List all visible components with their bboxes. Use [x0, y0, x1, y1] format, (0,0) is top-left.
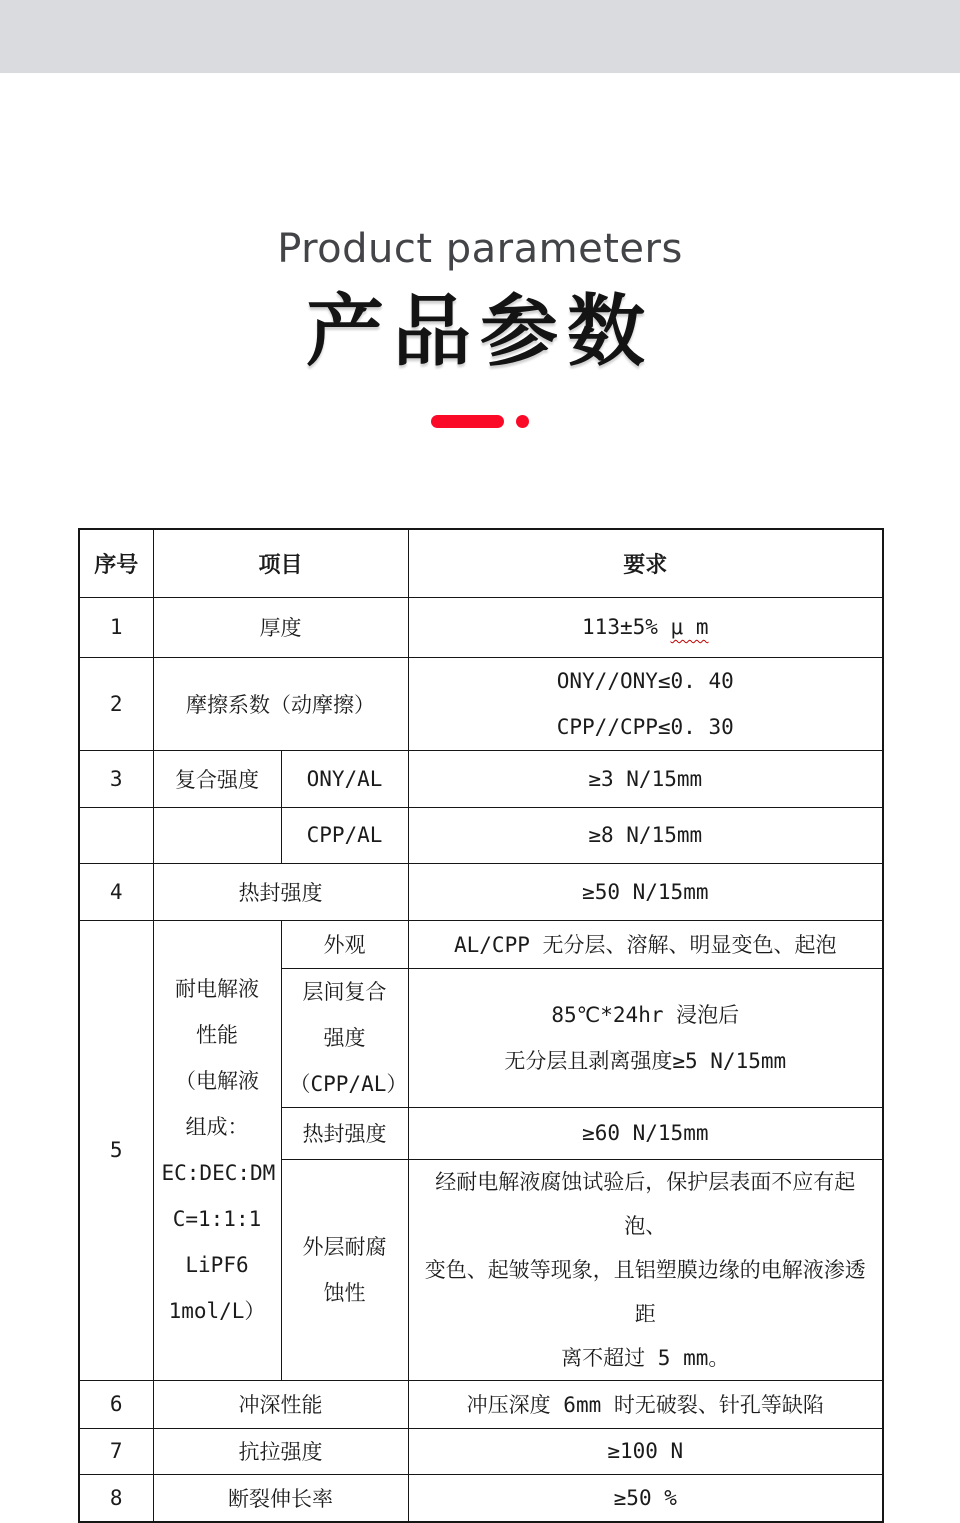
cell-req [408, 968, 883, 1107]
cell-item: 热封强度 [153, 863, 408, 920]
cell-item: 厚度 [153, 597, 408, 657]
cell-subitem: ONY/AL [281, 750, 408, 807]
cell-no: 6 [79, 1380, 153, 1428]
cell-req: ≥50 N/15mm [408, 863, 883, 920]
item-line: （电解液 [175, 1069, 259, 1093]
req-line: 离不超过 5 mm。 [561, 1345, 730, 1370]
cell-item: 断裂伸长率 [153, 1474, 408, 1522]
subitem-line: 层间复合 [302, 979, 387, 1004]
cell-req [408, 1159, 883, 1380]
req-line: 85℃*24hr 浸泡后 [551, 1002, 740, 1027]
cell-req [408, 597, 883, 657]
table-row-thickness [79, 597, 883, 657]
cell-no [79, 807, 153, 863]
column-header-no: 序号 [79, 529, 153, 597]
table-row-lamination-ony [79, 750, 883, 807]
cell-req: ≥8 N/15mm [408, 807, 883, 863]
cell-item: 复合强度 [153, 750, 281, 807]
cell-no: 8 [79, 1474, 153, 1522]
cell-req: ≥100 N [408, 1428, 883, 1474]
subitem-line: 蚀性 [323, 1280, 366, 1305]
item-line: 组成： [185, 1115, 249, 1139]
table-row-electrolyte-appearance [79, 920, 883, 968]
cell-req: ≥3 N/15mm [408, 750, 883, 807]
item-line: 耐电解液 [175, 977, 259, 1001]
subitem-line: （CPP/AL） [289, 1071, 408, 1096]
req-value: 113±5% [582, 615, 671, 639]
cell-no: 4 [79, 863, 153, 920]
cell-item [153, 807, 281, 863]
table-row-tensile [79, 1428, 883, 1474]
cell-subitem: 外观 [281, 920, 408, 968]
req-line: 变色、起皱等现象，且铝塑膜边缘的电解液渗透距 [424, 1257, 866, 1326]
cell-req [408, 657, 883, 750]
table-row-friction [79, 657, 883, 750]
item-line: 性能 [196, 1023, 238, 1047]
item-line: LiPF6 [185, 1253, 249, 1277]
item-line: EC:DEC:DM [161, 1161, 276, 1185]
item-line: C=1:1:1 [172, 1207, 262, 1231]
section-title-en: Product parameters [277, 226, 683, 272]
subitem-line: 外层耐腐 [302, 1234, 387, 1259]
req-line: 经耐电解液腐蚀试验后，保护层表面不应有起泡、 [435, 1169, 856, 1238]
cell-subitem: CPP/AL [281, 807, 408, 863]
product-parameters-header [0, 73, 960, 428]
cell-item: 摩擦系数（动摩擦） [153, 657, 408, 750]
cell-item-electrolyte [153, 920, 281, 1380]
cell-subitem [281, 1159, 408, 1380]
product-parameters-table [78, 528, 884, 1523]
cell-subitem: 热封强度 [281, 1107, 408, 1159]
divider-dot [516, 415, 529, 428]
column-header-item: 项目 [153, 529, 408, 597]
cell-item: 抗拉强度 [153, 1428, 408, 1474]
req-line: CPP//CPP≤0. 30 [556, 714, 734, 739]
cell-req: ≥50 % [408, 1474, 883, 1522]
cell-req: ≥60 N/15mm [408, 1107, 883, 1159]
cell-no: 3 [79, 750, 153, 807]
cell-req: 冲压深度 6mm 时无破裂、针孔等缺陷 [408, 1380, 883, 1428]
title-divider [0, 415, 960, 428]
subitem-line: 强度 [323, 1025, 366, 1050]
column-header-req: 要求 [408, 529, 883, 597]
cell-no: 5 [79, 920, 153, 1380]
item-line: 1mol/L） [168, 1299, 266, 1323]
page-top-band [0, 0, 960, 73]
table-row-lamination-cpp [79, 807, 883, 863]
req-line: 无分层且剥离强度≥5 N/15mm [504, 1048, 787, 1073]
cell-no: 7 [79, 1428, 153, 1474]
table-header-row [79, 529, 883, 597]
table-row-heatseal [79, 863, 883, 920]
cell-req: AL/CPP 无分层、溶解、明显变色、起泡 [408, 920, 883, 968]
table-row-elongation [79, 1474, 883, 1522]
cell-no: 2 [79, 657, 153, 750]
req-line: ONY//ONY≤0. 40 [556, 668, 734, 693]
req-unit-spellcheck: μ m [670, 615, 709, 639]
cell-subitem [281, 968, 408, 1107]
table-row-deepdraw [79, 1380, 883, 1428]
cell-no: 1 [79, 597, 153, 657]
divider-bar [431, 415, 504, 428]
cell-item: 冲深性能 [153, 1380, 408, 1428]
section-title-zh: 产品参数 [305, 287, 654, 377]
